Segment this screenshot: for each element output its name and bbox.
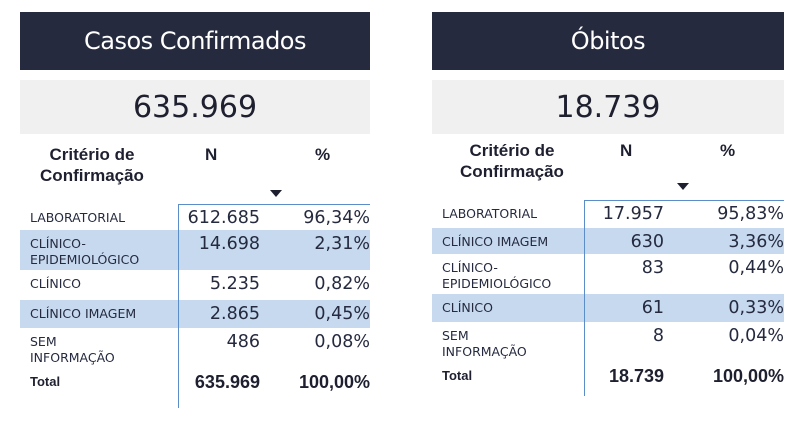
panel-casos-confirmados — [20, 0, 370, 408]
sort-descending-arrow-icon[interactable] — [270, 190, 282, 197]
column-header-pct[interactable]: % — [720, 141, 736, 160]
row-label-line: EPIDEMIOLÓGICO — [442, 276, 552, 291]
total-card — [432, 80, 784, 134]
table-row[interactable] — [432, 228, 784, 254]
total-pct-value: 100,00% — [712, 366, 784, 386]
table-row[interactable] — [20, 204, 370, 230]
row-label — [20, 328, 178, 366]
row-pct-value: 0,82% — [314, 274, 370, 294]
row-label-line: CLÍNICO- — [442, 260, 498, 275]
table-top-border — [178, 204, 370, 205]
row-pct-value: 3,36% — [728, 232, 784, 252]
row-label-line: SEM — [30, 334, 57, 349]
criterion-header-line1: Critério de — [49, 145, 135, 164]
row-label-line: CLÍNICO- — [30, 236, 86, 251]
row-pct-value: 95,83% — [717, 204, 784, 224]
row-pct-value: 0,44% — [728, 258, 784, 278]
row-n-value: 612.685 — [187, 208, 260, 228]
row-pct-value: 0,08% — [314, 332, 370, 352]
table-header — [20, 134, 370, 204]
row-pct-value: 0,04% — [728, 326, 784, 346]
row-n-value: 630 — [630, 232, 664, 252]
column-header-pct[interactable]: % — [315, 145, 331, 164]
row-label-line: INFORMAÇÃO — [30, 350, 115, 365]
row-label — [432, 322, 592, 360]
row-n-value: 61 — [641, 298, 664, 318]
row-n-value: 5.235 — [209, 274, 260, 294]
row-label — [432, 254, 592, 292]
table-row[interactable] — [20, 300, 370, 328]
table-row[interactable] — [432, 254, 784, 294]
table-row[interactable] — [432, 322, 784, 362]
row-label-line: INFORMAÇÃO — [442, 344, 527, 359]
row-label: LABORATORIAL — [442, 206, 538, 221]
total-value: 18.739 — [555, 89, 661, 125]
row-label: CLÍNICO — [30, 276, 81, 291]
table-header — [432, 134, 784, 200]
row-label-line: EPIDEMIOLÓGICO — [30, 252, 140, 267]
table-row[interactable] — [432, 294, 784, 322]
total-label: Total — [442, 368, 473, 383]
panel-title: Óbitos — [432, 12, 784, 70]
row-pct-value: 2,31% — [314, 234, 370, 254]
total-card — [20, 80, 370, 134]
row-pct-value: 0,45% — [314, 304, 370, 324]
row-label: CLÍNICO — [442, 300, 493, 315]
row-pct-value: 96,34% — [303, 208, 370, 228]
row-label: CLÍNICO IMAGEM — [30, 306, 137, 321]
table-top-border — [584, 200, 784, 201]
row-n-value: 8 — [652, 326, 664, 346]
row-n-value: 14.698 — [198, 234, 260, 254]
row-label — [20, 230, 178, 268]
row-n-value: 83 — [641, 258, 664, 278]
total-row — [20, 368, 370, 408]
panel-obitos — [432, 0, 784, 396]
criterion-header-line1: Critério de — [469, 141, 555, 160]
table-row[interactable] — [20, 270, 370, 300]
row-label: CLÍNICO IMAGEM — [442, 234, 549, 249]
row-label-line: SEM — [442, 328, 469, 343]
total-n-value: 635.969 — [194, 372, 260, 392]
total-pct-value: 100,00% — [298, 372, 370, 392]
criterion-header-line2: Confirmação — [40, 166, 144, 185]
total-value: 635.969 — [132, 89, 258, 125]
table-row[interactable] — [432, 200, 784, 228]
criterion-header-line2: Confirmação — [460, 162, 564, 181]
row-n-value: 486 — [226, 332, 260, 352]
panel-title: Casos Confirmados — [20, 12, 370, 70]
column-divider — [584, 200, 585, 396]
sort-descending-arrow-icon[interactable] — [677, 183, 689, 190]
column-divider — [178, 204, 179, 408]
total-n-value: 18.739 — [608, 366, 664, 386]
column-header-criterion[interactable] — [22, 144, 162, 186]
row-label: LABORATORIAL — [30, 210, 126, 225]
criteria-table — [20, 204, 370, 408]
total-row — [432, 362, 784, 396]
column-header-n[interactable]: N — [205, 145, 218, 164]
column-header-criterion[interactable] — [442, 140, 582, 182]
table-row[interactable] — [20, 230, 370, 270]
total-label: Total — [30, 374, 61, 389]
criteria-table — [432, 200, 784, 396]
row-pct-value: 0,33% — [728, 298, 784, 318]
row-n-value: 17.957 — [602, 204, 664, 224]
column-header-n[interactable]: N — [620, 141, 633, 160]
row-n-value: 2.865 — [209, 304, 260, 324]
table-row[interactable] — [20, 328, 370, 368]
